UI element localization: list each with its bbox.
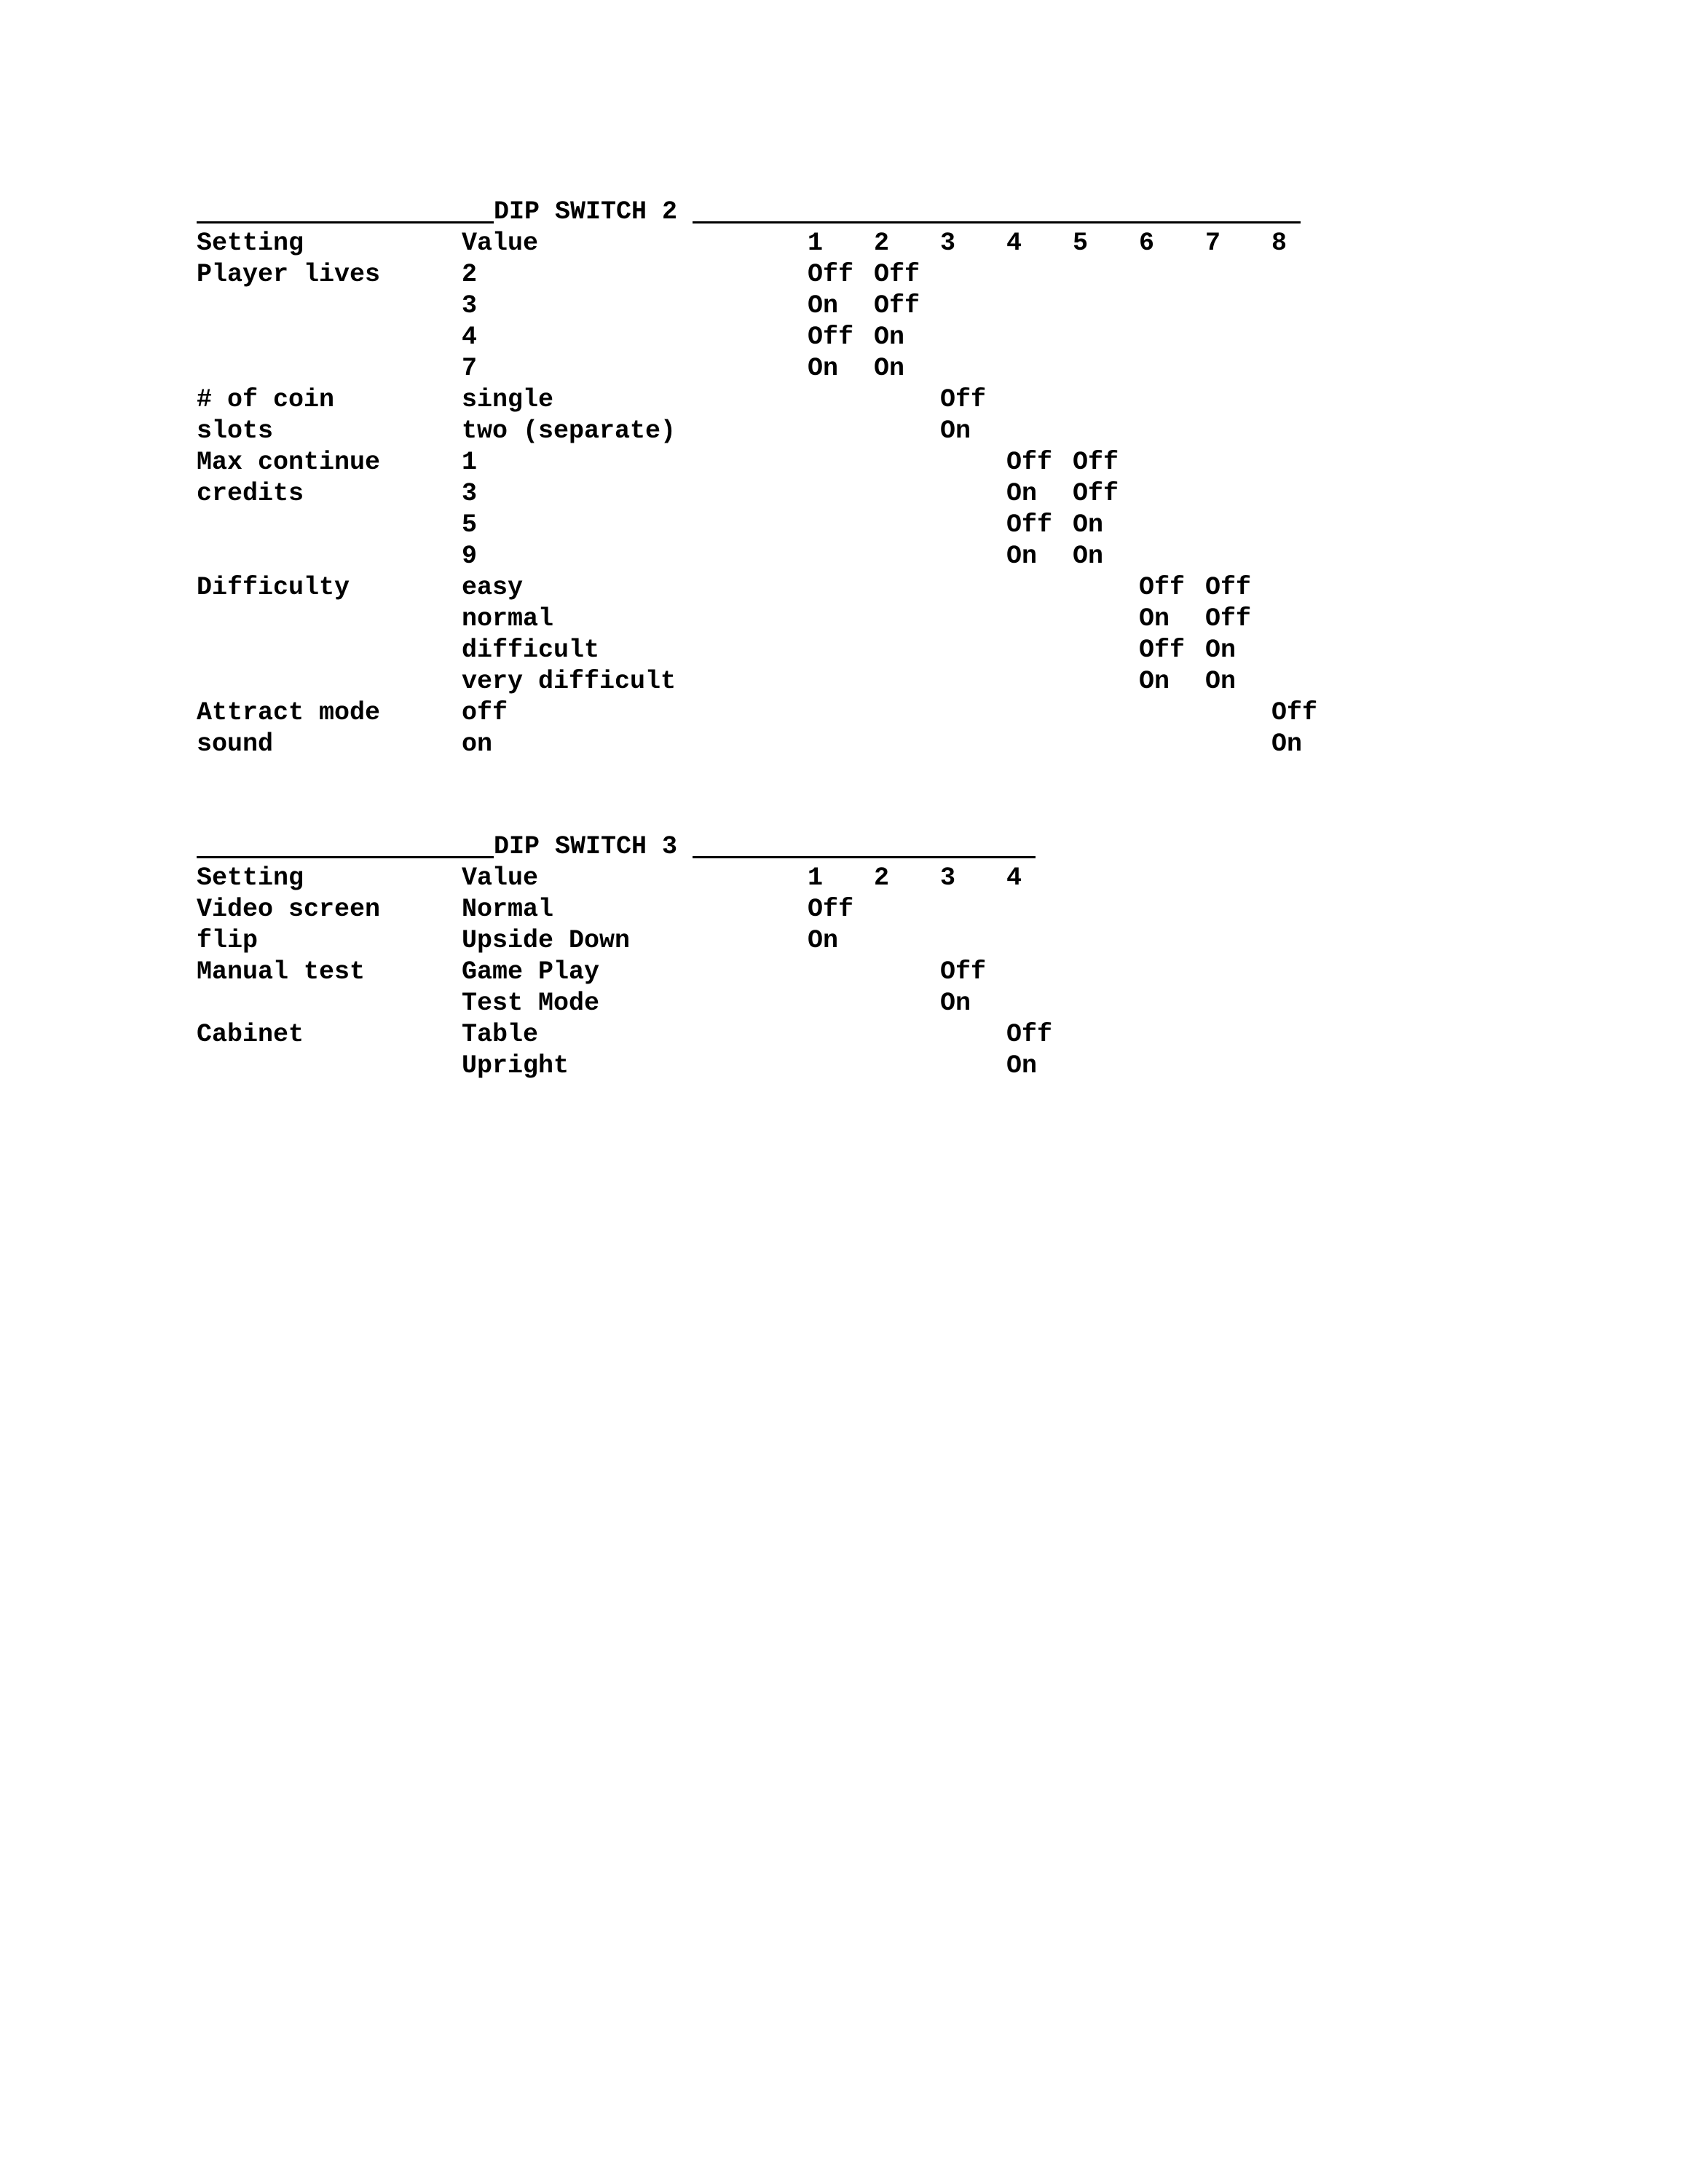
setting-cell: Max continue xyxy=(197,448,381,477)
title-underline-left xyxy=(197,221,494,223)
value-cell: 9 xyxy=(462,542,478,571)
setting-cell: Video screen xyxy=(197,895,381,924)
switch-state-cell: On xyxy=(1006,1051,1038,1080)
switch-state-cell: Off xyxy=(1139,573,1186,602)
title-underline-right xyxy=(693,221,1301,223)
switch-state-cell: On xyxy=(1139,604,1170,633)
column-header-switch: 5 xyxy=(1073,229,1089,258)
table-row xyxy=(197,604,1252,635)
switch-state-cell: On xyxy=(1205,636,1237,665)
table-row xyxy=(197,478,1119,510)
value-cell: on xyxy=(462,729,493,759)
table-row xyxy=(197,541,1104,572)
switch-state-cell: Off xyxy=(1205,604,1252,633)
column-header-switch: 4 xyxy=(1006,229,1022,258)
switch-state-cell: Off xyxy=(808,895,854,924)
column-header-value: Value xyxy=(462,863,539,893)
table-row xyxy=(197,322,905,353)
table-row xyxy=(197,1019,1053,1051)
setting-cell: Manual test xyxy=(197,957,366,986)
switch-state-cell: Off xyxy=(874,291,920,320)
switch-state-cell: On xyxy=(940,989,971,1018)
table-header-row xyxy=(197,228,1287,259)
setting-cell: flip xyxy=(197,926,259,955)
switch-state-cell: Off xyxy=(940,385,987,414)
setting-cell: Attract mode xyxy=(197,698,381,727)
value-cell: 1 xyxy=(462,448,478,477)
value-cell: very difficult xyxy=(462,667,677,696)
column-header-switch: 6 xyxy=(1139,229,1155,258)
table-row xyxy=(197,697,1318,729)
value-cell: 3 xyxy=(462,291,478,320)
switch-state-cell: On xyxy=(1205,667,1237,696)
switch-state-cell: Off xyxy=(874,260,920,289)
switch-state-cell: On xyxy=(808,926,839,955)
document-page xyxy=(197,197,1318,1082)
switch-state-cell: Off xyxy=(1073,448,1119,477)
switch-state-cell: On xyxy=(874,323,905,352)
column-header-value: Value xyxy=(462,229,539,258)
setting-cell: slots xyxy=(197,416,274,446)
table-row xyxy=(197,572,1252,604)
value-cell: Test Mode xyxy=(462,989,600,1018)
switch-state-cell: On xyxy=(940,416,971,446)
switch-state-cell: On xyxy=(1271,729,1303,759)
table-body xyxy=(197,259,1318,760)
value-cell: normal xyxy=(462,604,554,633)
switch-state-cell: Off xyxy=(1006,448,1053,477)
switch-state-cell: On xyxy=(808,291,839,320)
value-cell: two (separate) xyxy=(462,416,677,446)
value-cell: easy xyxy=(462,573,524,602)
value-cell: 5 xyxy=(462,510,478,539)
switch-state-cell: Off xyxy=(1205,573,1252,602)
table-row xyxy=(197,666,1237,697)
table-row xyxy=(197,1051,1038,1082)
setting-cell: credits xyxy=(197,479,304,508)
column-header-switch: 2 xyxy=(874,863,890,893)
table-title: DIP SWITCH 2 xyxy=(494,197,678,226)
switch-state-cell: Off xyxy=(1271,698,1318,727)
switch-state-cell: On xyxy=(808,354,839,383)
setting-cell: Player lives xyxy=(197,260,381,289)
switch-state-cell: On xyxy=(1139,667,1170,696)
value-cell: Game Play xyxy=(462,957,600,986)
switch-state-cell: On xyxy=(1006,479,1038,508)
value-cell: Upside Down xyxy=(462,926,631,955)
switch-state-cell: On xyxy=(1073,542,1104,571)
column-header-switch: 3 xyxy=(940,229,956,258)
column-header-switch: 8 xyxy=(1271,229,1287,258)
value-cell: 7 xyxy=(462,354,478,383)
table-row xyxy=(197,957,987,988)
table-row xyxy=(197,353,905,384)
title-underline-right xyxy=(693,856,1036,858)
table-title-row xyxy=(197,831,678,863)
table-title-row xyxy=(197,197,678,228)
column-header-switch: 7 xyxy=(1205,229,1221,258)
value-cell: difficult xyxy=(462,636,600,665)
column-header-switch: 4 xyxy=(1006,863,1022,893)
table-row xyxy=(197,635,1237,666)
column-header-setting: Setting xyxy=(197,229,304,258)
table-row xyxy=(197,259,920,290)
switch-state-cell: Off xyxy=(1006,510,1053,539)
table-header-row xyxy=(197,863,1022,894)
table-row xyxy=(197,447,1119,478)
table-row xyxy=(197,988,971,1019)
switch-state-cell: On xyxy=(1006,542,1038,571)
column-header-switch: 1 xyxy=(808,863,824,893)
setting-cell: Difficulty xyxy=(197,573,350,602)
value-cell: 3 xyxy=(462,479,478,508)
setting-cell: Cabinet xyxy=(197,1020,304,1049)
table-body xyxy=(197,894,1053,1082)
switch-state-cell: Off xyxy=(940,957,987,986)
column-header-switch: 3 xyxy=(940,863,956,893)
table-row xyxy=(197,729,1303,760)
column-header-switch: 2 xyxy=(874,229,890,258)
value-cell: Normal xyxy=(462,895,554,924)
table-row xyxy=(197,925,839,957)
switch-state-cell: Off xyxy=(808,323,854,352)
table-row xyxy=(197,290,920,322)
value-cell: 4 xyxy=(462,323,478,352)
value-cell: single xyxy=(462,385,554,414)
dip-switch-2-table xyxy=(197,197,1318,760)
table-row xyxy=(197,510,1104,541)
value-cell: Upright xyxy=(462,1051,569,1080)
table-title: DIP SWITCH 3 xyxy=(494,832,678,861)
value-cell: 2 xyxy=(462,260,478,289)
dip-switch-3-table xyxy=(197,831,1053,1082)
setting-cell: # of coin xyxy=(197,385,335,414)
table-row xyxy=(197,384,987,416)
value-cell: off xyxy=(462,698,508,727)
table-row xyxy=(197,894,854,925)
switch-state-cell: Off xyxy=(1006,1020,1053,1049)
column-header-setting: Setting xyxy=(197,863,304,893)
switch-state-cell: Off xyxy=(808,260,854,289)
table-row xyxy=(197,416,971,447)
column-header-switch: 1 xyxy=(808,229,824,258)
switch-state-cell: Off xyxy=(1139,636,1186,665)
value-cell: Table xyxy=(462,1020,539,1049)
switch-state-cell: On xyxy=(1073,510,1104,539)
title-underline-left xyxy=(197,856,494,858)
switch-state-cell: On xyxy=(874,354,905,383)
setting-cell: sound xyxy=(197,729,274,759)
switch-state-cell: Off xyxy=(1073,479,1119,508)
